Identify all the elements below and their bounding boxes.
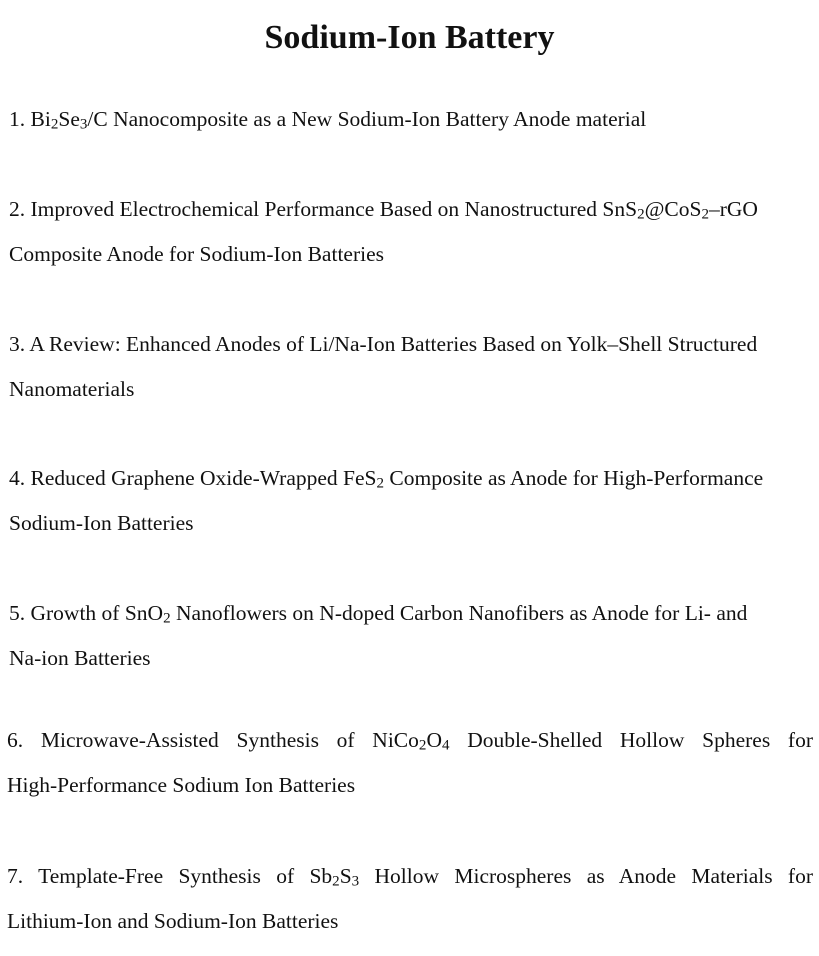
list-item-1 xyxy=(9,97,809,142)
list-item-5 xyxy=(9,591,809,681)
text-run: /C Nanocomposite as a New Sodium-Ion Battery Anode material xyxy=(87,107,647,131)
item-line xyxy=(7,899,813,944)
item-line xyxy=(9,636,809,681)
text-run: Nanoflowers on N-doped Carbon Nanofibers as Anode for Li- and xyxy=(170,601,748,625)
subscript: 2 xyxy=(332,873,340,890)
text-run: Double-Shelled Hollow Spheres for xyxy=(449,728,813,752)
subscript: 2 xyxy=(701,206,709,223)
subscript: 3 xyxy=(79,116,88,133)
text-run: Lithium-Ion and Sodium-Ion Batteries xyxy=(7,909,339,933)
page-title: Sodium-Ion Battery xyxy=(264,19,555,56)
text-run: Hollow Microspheres as Anode Materials for xyxy=(359,864,814,888)
text-run: S xyxy=(339,864,352,888)
subscript: 2 xyxy=(418,737,427,754)
text-run: Na-ion Batteries xyxy=(9,646,151,670)
text-run: Composite Anode for Sodium-Ion Batteries xyxy=(9,242,385,266)
item-line xyxy=(7,854,813,899)
item-line xyxy=(9,501,809,546)
text-run: Sodium-Ion Batteries xyxy=(9,511,194,535)
subscript: 3 xyxy=(351,873,360,890)
text-run: 4. Reduced Graphene Oxide-Wrapped FeS xyxy=(9,466,377,490)
subscript: 2 xyxy=(50,116,59,133)
list-item-4 xyxy=(9,456,809,546)
list-item-2 xyxy=(9,187,809,277)
item-line xyxy=(9,322,809,367)
list-item-6 xyxy=(7,718,813,808)
text-run: 3. A Review: Enhanced Anodes of Li/Na-Ion Batteries Based on Yolk–Shell Structured xyxy=(9,332,758,356)
item-line xyxy=(9,187,809,232)
text-run: 6. Microwave-Assisted Synthesis of NiCo xyxy=(7,728,419,752)
text-run: –rGO xyxy=(709,197,758,221)
text-run: Composite as Anode for High-Performance xyxy=(384,466,764,490)
text-run: 1. Bi xyxy=(9,107,51,131)
subscript: 2 xyxy=(163,610,171,627)
text-run: High-Performance Sodium Ion Batteries xyxy=(7,773,356,797)
subscript: 2 xyxy=(376,475,385,492)
text-run: @CoS xyxy=(644,197,702,221)
item-line xyxy=(9,97,809,142)
item-line xyxy=(9,367,809,412)
text-run: O xyxy=(426,728,442,752)
text-run: Nanomaterials xyxy=(9,377,135,401)
list-item-7 xyxy=(7,854,813,944)
item-line xyxy=(7,763,813,808)
item-line xyxy=(9,456,809,501)
subscript: 2 xyxy=(637,206,645,223)
item-line xyxy=(7,718,813,763)
text-run: 5. Growth of SnO xyxy=(9,601,164,625)
text-run: 2. Improved Electrochemical Performance Based on Nanostructured SnS xyxy=(9,197,638,221)
list-item-3 xyxy=(9,322,809,412)
text-run: 7. Template-Free Synthesis of Sb xyxy=(7,864,333,888)
subscript: 4 xyxy=(441,737,450,754)
item-line xyxy=(9,591,809,636)
item-line xyxy=(9,232,809,277)
text-run: Se xyxy=(58,107,80,131)
